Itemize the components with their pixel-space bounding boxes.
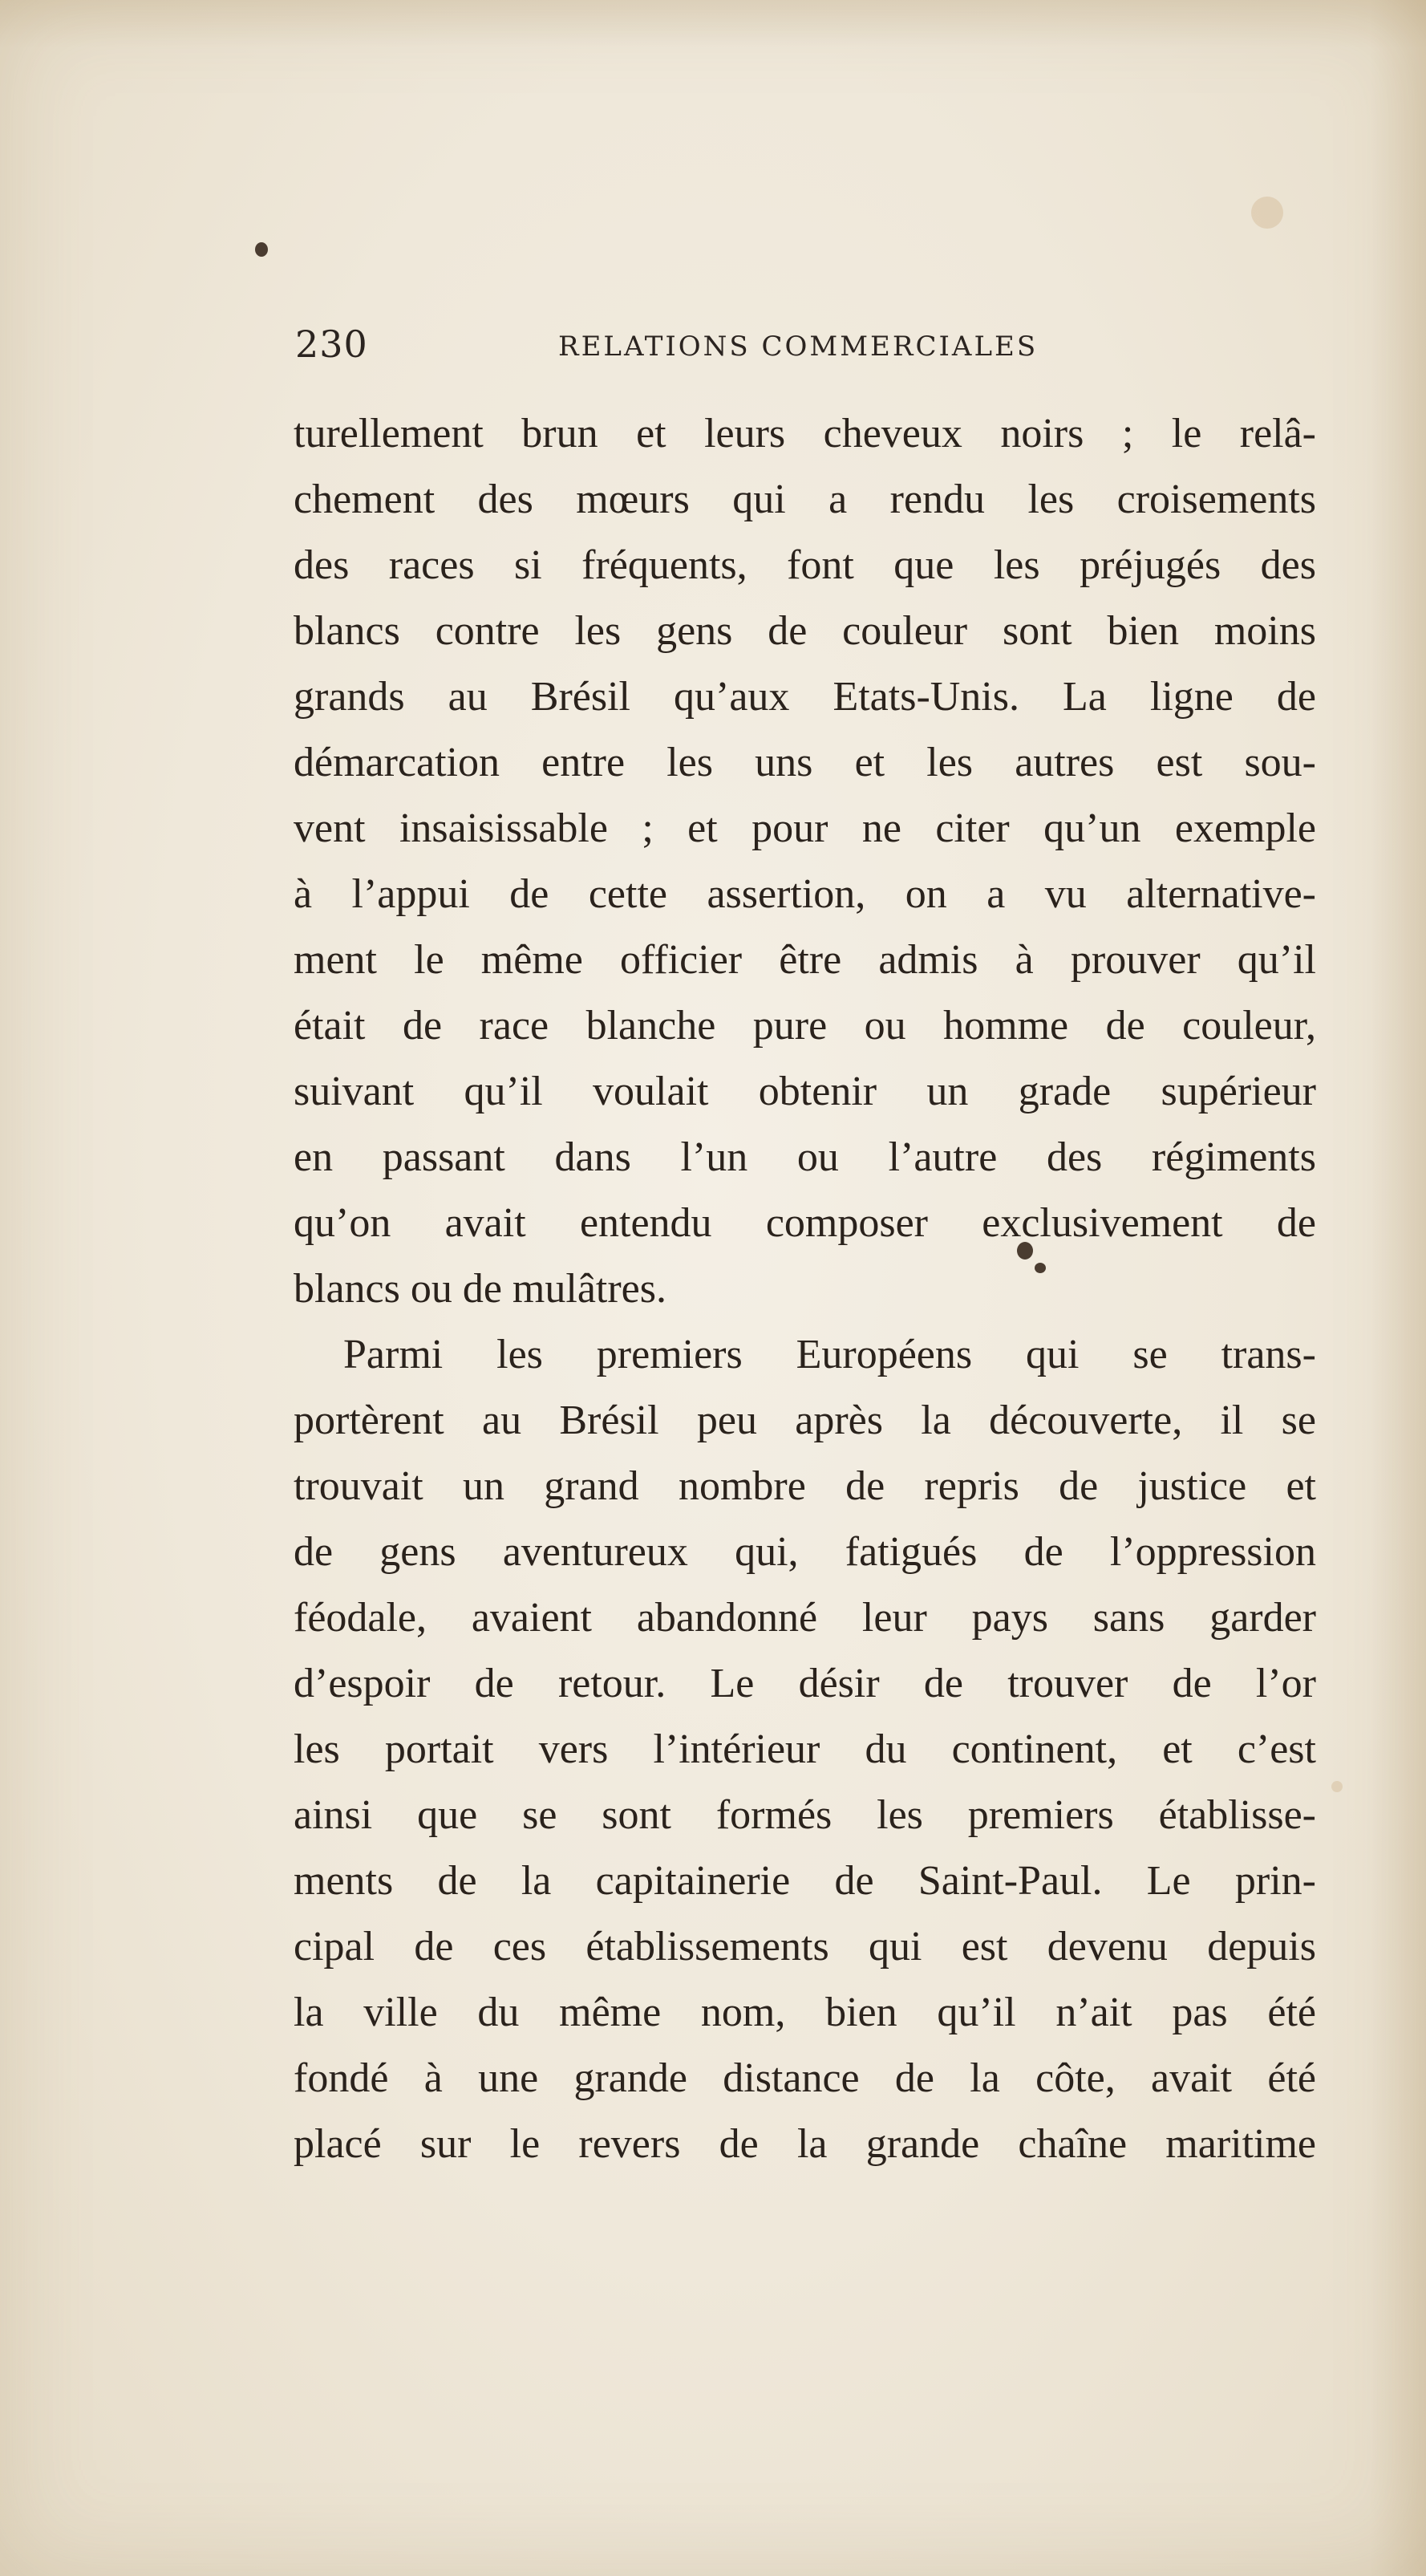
text-line: qu’on avait entendu composer exclusivement de bbox=[294, 1200, 1316, 1246]
text-line: blancs contre les gens de couleur sont bien moins bbox=[294, 608, 1316, 654]
text-line: était de race blanche pure ou homme de couleur, bbox=[294, 1003, 1316, 1049]
page-number: 230 bbox=[295, 323, 368, 366]
text-line: Parmi les premiers Européens qui se trans- bbox=[343, 1332, 1316, 1377]
page-header bbox=[295, 319, 1314, 375]
text-line: portèrent au Brésil peu après la découverte, il se bbox=[294, 1398, 1316, 1443]
text-line: turellement brun et leurs cheveux noirs ; le relâ- bbox=[294, 411, 1316, 456]
text-line: en passant dans l’un ou l’autre des régiments bbox=[294, 1134, 1316, 1180]
text-line: ainsi que se sont formés les premiers établisse- bbox=[294, 1792, 1316, 1838]
right-edge-stain bbox=[1370, 0, 1426, 2576]
text-line: fondé à une grande distance de la côte, avait été bbox=[294, 2055, 1316, 2101]
text-line: cipal de ces établissements qui est devenu depuis bbox=[294, 1924, 1316, 1970]
text-line: féodale, avaient abandonné leur pays sans garder bbox=[294, 1595, 1316, 1641]
text-line: placé sur le revers de la grande chaîne maritime bbox=[294, 2121, 1316, 2167]
text-line: ment le même officier être admis à prouver qu’il bbox=[294, 937, 1316, 983]
text-line: d’espoir de retour. Le désir de trouver de l’or bbox=[294, 1661, 1316, 1706]
ink-spot bbox=[255, 242, 268, 257]
text-line: à l’appui de cette assertion, on a vu alternative- bbox=[294, 871, 1316, 917]
text-line: chement des mœurs qui a rendu les croisements bbox=[294, 477, 1316, 522]
text-line: les portait vers l’intérieur du continent, et c’est bbox=[294, 1726, 1316, 1772]
top-edge-stain bbox=[0, 0, 1426, 48]
running-head: RELATIONS COMMERCIALES bbox=[558, 331, 1039, 363]
text-line: des races si fréquents, font que les préjugés des bbox=[294, 542, 1316, 588]
text-line: grands au Brésil qu’aux Etats-Unis. La ligne de bbox=[294, 674, 1316, 720]
text-line: trouvait un grand nombre de repris de justice et bbox=[294, 1463, 1316, 1509]
text-line: démarcation entre les uns et les autres est sou- bbox=[294, 740, 1316, 785]
text-line: vent insaisissable ; et pour ne citer qu’un exemple bbox=[294, 805, 1316, 851]
text-line: suivant qu’il voulait obtenir un grade supérieur bbox=[294, 1069, 1316, 1114]
foxing-spot bbox=[1251, 197, 1283, 229]
text-line: de gens aventureux qui, fatigués de l’oppression bbox=[294, 1529, 1316, 1575]
text-line: la ville du même nom, bien qu’il n’ait pas été bbox=[294, 1990, 1316, 2035]
text-line: ments de la capitainerie de Saint-Paul. Le prin- bbox=[294, 1858, 1316, 1904]
foxing-spot bbox=[1331, 1781, 1343, 1792]
text-line: blancs ou de mulâtres. bbox=[294, 1266, 666, 1312]
body-text bbox=[294, 401, 1316, 2177]
